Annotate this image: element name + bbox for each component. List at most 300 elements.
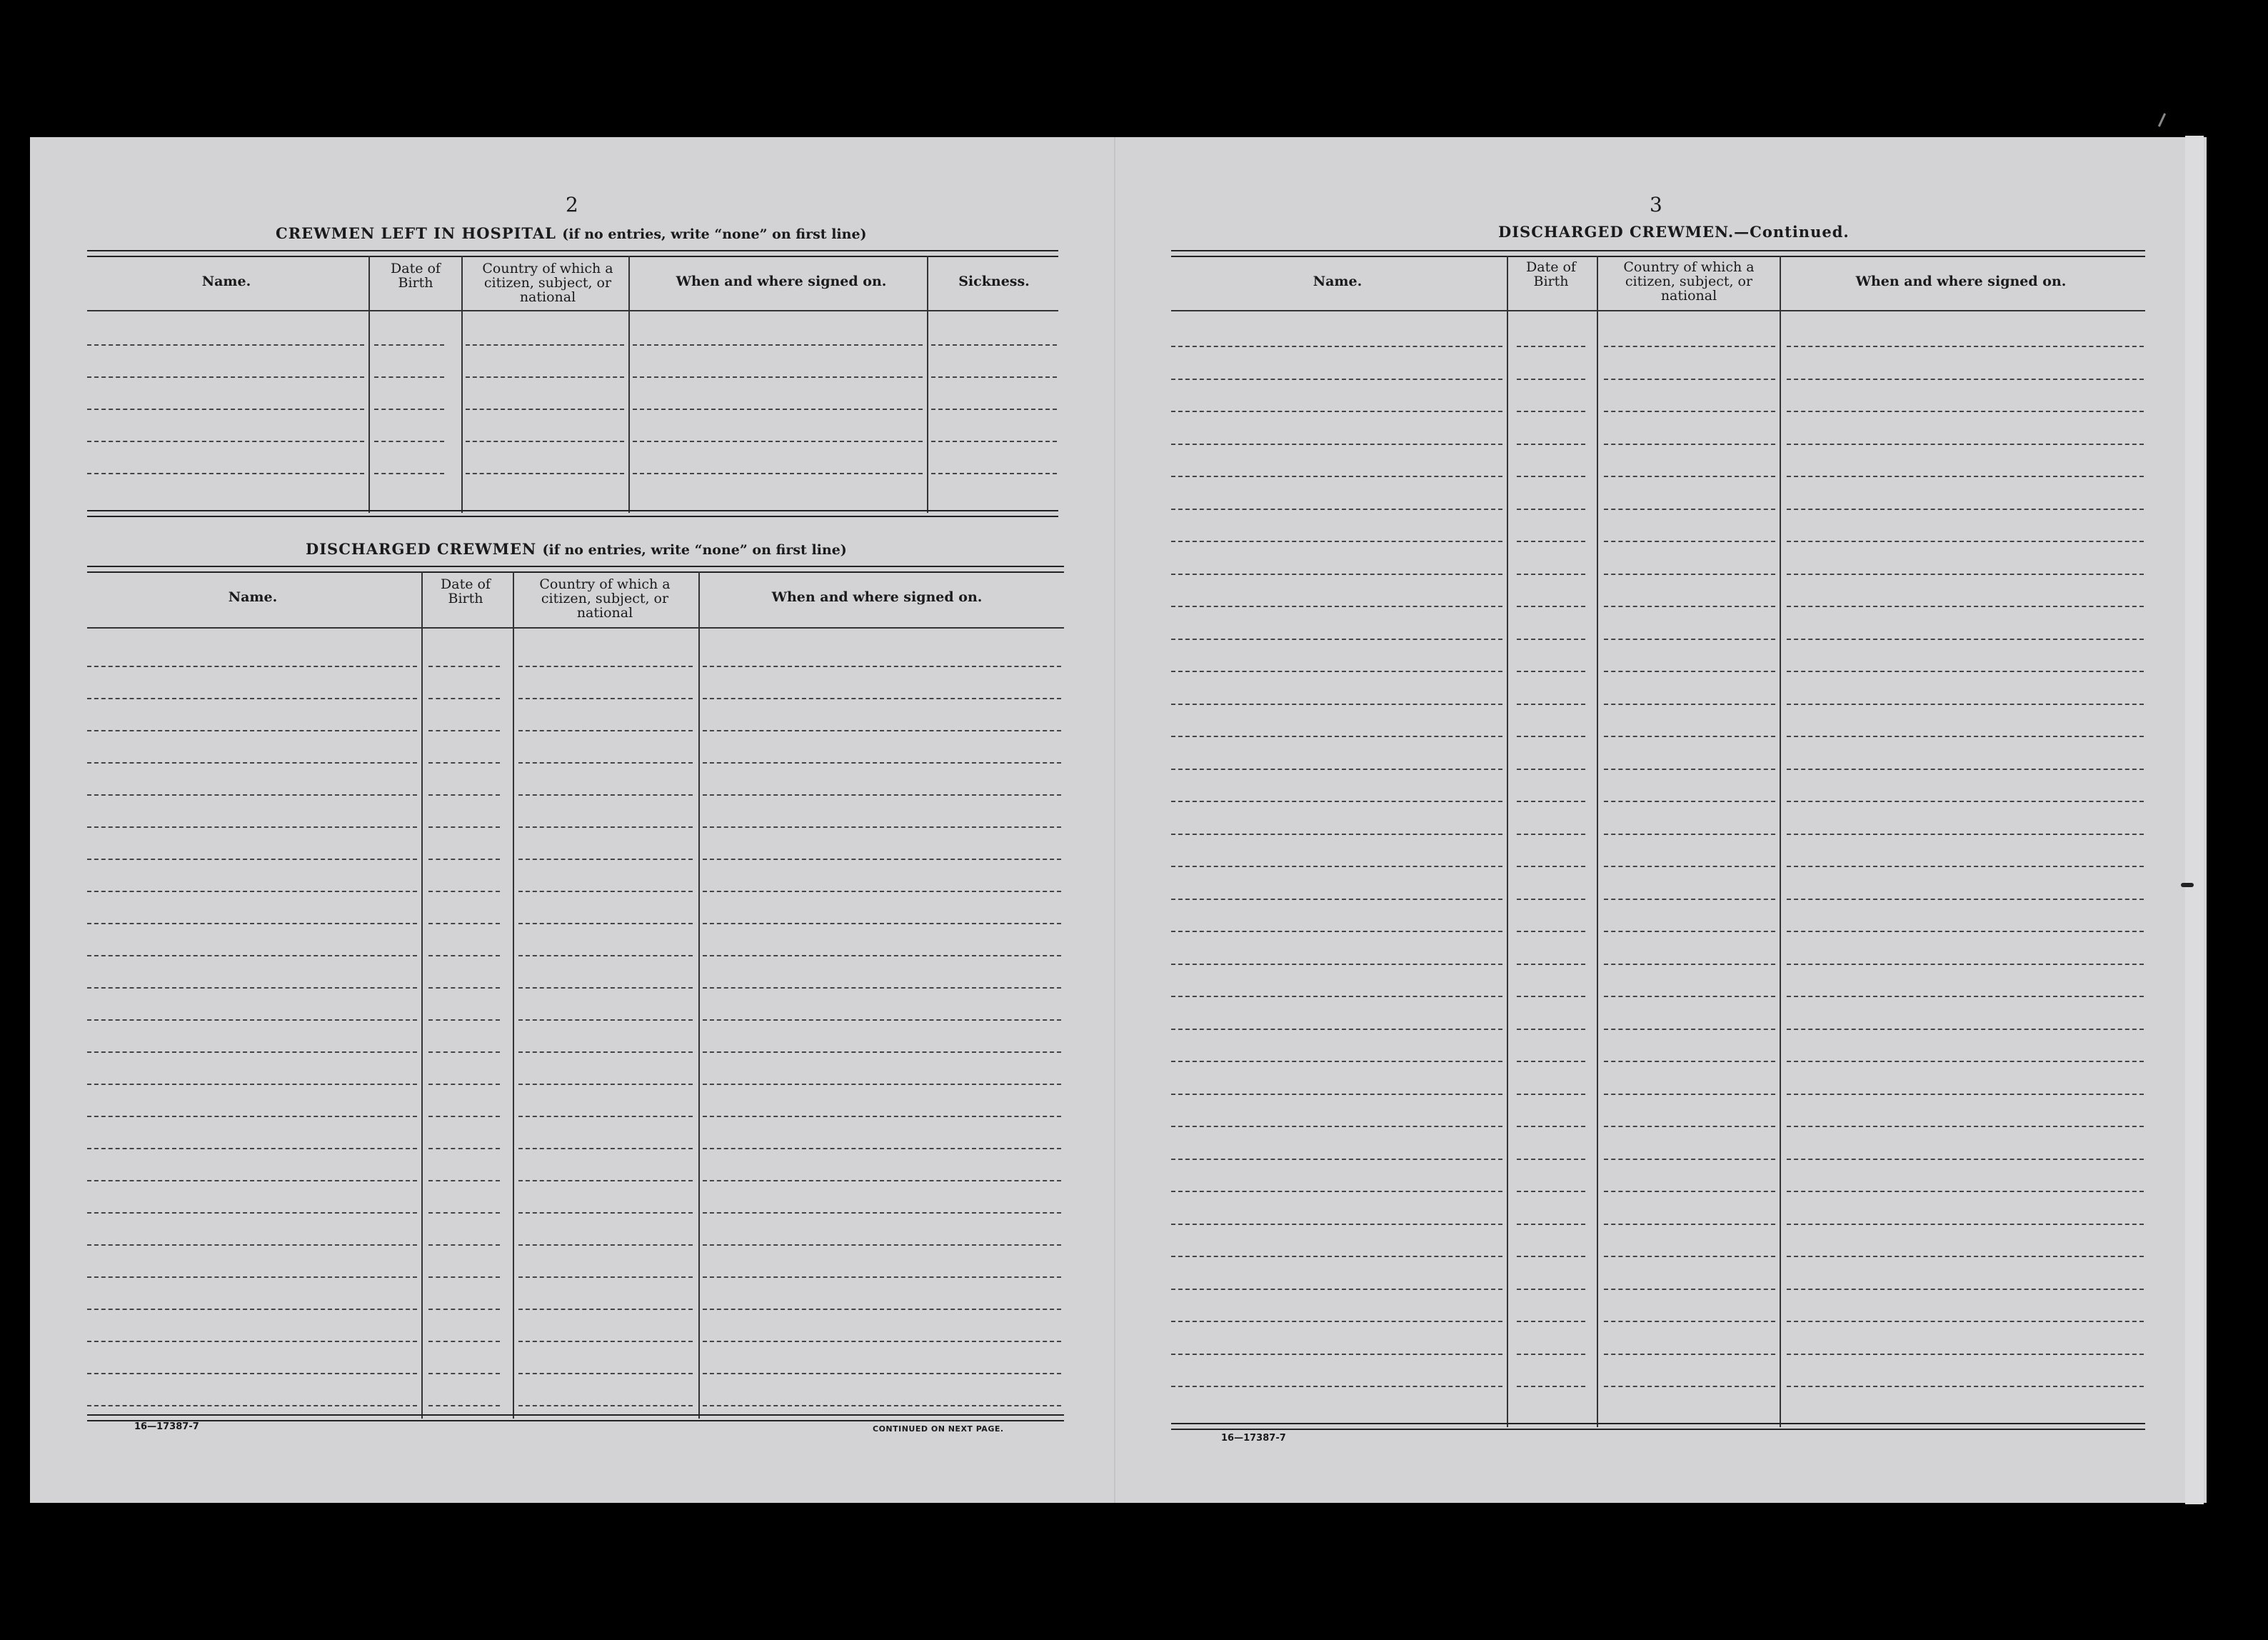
- ruled-line: [1517, 1321, 1585, 1322]
- ruled-line: [466, 409, 624, 410]
- ruled-line: [1787, 769, 2144, 770]
- ruled-line: [1517, 1126, 1585, 1127]
- ruled-line: [1604, 379, 1775, 380]
- header-rule: [87, 627, 1064, 629]
- ruled-line: [466, 441, 624, 442]
- ruled-line: [1604, 1094, 1775, 1095]
- ruled-line: [1171, 1191, 1502, 1192]
- ruled-line: [1604, 476, 1775, 477]
- ruled-line: [1604, 509, 1775, 510]
- ruled-line: [1517, 476, 1585, 477]
- ruled-line: [703, 1180, 1061, 1181]
- ruled-line: [1517, 411, 1585, 412]
- ruled-line: [633, 376, 923, 378]
- ruled-line: [703, 1116, 1061, 1117]
- ruled-line: [1604, 834, 1775, 835]
- col-dob-header: Date of Birth: [441, 576, 491, 606]
- ruled-line: [428, 1405, 500, 1406]
- column-divider: [927, 256, 928, 513]
- ruled-line: [87, 344, 364, 346]
- ruled-line: [1517, 931, 1585, 932]
- ruled-line: [1171, 1256, 1502, 1257]
- ruled-line: [1171, 1029, 1502, 1030]
- ruled-line: [87, 1373, 417, 1374]
- right-form-number: 16—17387-7: [1221, 1433, 1286, 1444]
- ruled-line: [87, 441, 364, 442]
- ruled-line: [518, 1373, 693, 1374]
- ruled-line: [1171, 801, 1502, 802]
- right-section-heading: DISCHARGED CREWMEN.—Continued.: [1498, 223, 1850, 241]
- ruled-line: [1604, 1029, 1775, 1030]
- ruled-line: [1171, 444, 1502, 445]
- ruled-line: [633, 344, 923, 346]
- ruled-line: [931, 473, 1057, 474]
- ruled-line: [1517, 541, 1585, 542]
- ruled-line: [703, 1084, 1061, 1085]
- ruled-line: [1787, 541, 2144, 542]
- ruled-line: [1787, 444, 2144, 445]
- ruled-line: [466, 344, 624, 346]
- ruled-line: [1604, 1321, 1775, 1322]
- ruled-line: [1787, 1191, 2144, 1192]
- ruled-line: [374, 473, 444, 474]
- ruled-line: [633, 473, 923, 474]
- ruled-line: [428, 730, 500, 731]
- hospital-section-title: CREWMEN LEFT IN HOSPITAL: [276, 224, 556, 242]
- column-divider: [461, 256, 463, 513]
- column-divider: [513, 571, 514, 1419]
- ruled-line: [1171, 1094, 1502, 1095]
- ruled-line: [1787, 1386, 2144, 1387]
- discharged-section-title: DISCHARGED CREWMEN: [306, 540, 537, 558]
- column-divider: [1780, 256, 1781, 1427]
- ruled-line: [1517, 639, 1585, 640]
- ruled-line: [1787, 736, 2144, 737]
- column-divider: [1597, 256, 1598, 1427]
- ruled-line: [1787, 899, 2144, 900]
- ruled-line: [87, 794, 417, 796]
- ruled-line: [1604, 606, 1775, 607]
- ruled-line: [87, 955, 417, 956]
- ruled-line: [428, 1019, 500, 1021]
- ruled-line: [1171, 899, 1502, 900]
- ruled-line: [428, 1309, 500, 1310]
- ruled-line: [87, 826, 417, 828]
- ruled-line: [1604, 1159, 1775, 1160]
- ruled-line: [1171, 1224, 1502, 1225]
- column-divider: [368, 256, 370, 513]
- ruled-line: [1171, 346, 1502, 347]
- ruled-line: [1787, 1159, 2144, 1160]
- ruled-line: [428, 1084, 500, 1085]
- ruled-line: [1171, 1321, 1502, 1322]
- ruled-line: [931, 344, 1057, 346]
- hospital-table: [87, 250, 1058, 516]
- ruled-line: [87, 1180, 417, 1181]
- ruled-line: [374, 409, 444, 410]
- ruled-line: [87, 473, 364, 474]
- ruled-line: [518, 1309, 693, 1310]
- ruled-line: [1604, 411, 1775, 412]
- ruled-line: [1604, 1224, 1775, 1225]
- table-top-rule: [87, 566, 1064, 573]
- ruled-line: [518, 1341, 693, 1342]
- ruled-line: [1787, 1289, 2144, 1290]
- ruled-line: [518, 1405, 693, 1406]
- ruled-line: [703, 955, 1061, 956]
- ruled-line: [703, 794, 1061, 796]
- ruled-line: [518, 794, 693, 796]
- ruled-line: [1517, 1029, 1585, 1030]
- col-dob-header: Date of Birth: [391, 261, 441, 291]
- ruled-line: [1604, 736, 1775, 737]
- ruled-line: [1517, 834, 1585, 835]
- ruled-line: [1604, 541, 1775, 542]
- ruled-line: [1604, 671, 1775, 672]
- ruled-line: [703, 1373, 1061, 1374]
- ruled-line: [518, 923, 693, 924]
- ruled-line: [931, 376, 1057, 378]
- ruled-line: [428, 1341, 500, 1342]
- ruled-line: [1787, 1256, 2144, 1257]
- ruled-line: [1517, 671, 1585, 672]
- ruled-line: [703, 1051, 1061, 1053]
- ruled-line: [1171, 1061, 1502, 1062]
- ruled-line: [1787, 639, 2144, 640]
- ruled-line: [1517, 964, 1585, 965]
- ruled-line: [428, 1051, 500, 1053]
- ruled-line: [1517, 1386, 1585, 1387]
- ruled-line: [1604, 1354, 1775, 1355]
- ruled-line: [1604, 931, 1775, 932]
- ruled-line: [87, 891, 417, 892]
- ruled-line: [1787, 964, 2144, 965]
- ruled-line: [374, 344, 444, 346]
- ruled-line: [1604, 639, 1775, 640]
- ruled-line: [87, 1116, 417, 1117]
- left-form-number: 16—17387-7: [134, 1421, 199, 1432]
- col-name-header: Name.: [228, 589, 278, 605]
- ruled-line: [87, 376, 364, 378]
- ruled-line: [1171, 769, 1502, 770]
- ruled-line: [428, 1116, 500, 1117]
- ruled-line: [1171, 476, 1502, 477]
- ruled-line: [87, 1341, 417, 1342]
- ruled-line: [87, 730, 417, 731]
- ruled-line: [428, 698, 500, 699]
- ruled-line: [518, 1019, 693, 1021]
- hospital-section-heading: [276, 224, 867, 242]
- column-divider: [698, 571, 700, 1419]
- ruled-line: [703, 730, 1061, 731]
- ruled-line: [1517, 704, 1585, 705]
- column-divider: [421, 571, 423, 1419]
- ruled-line: [1517, 379, 1585, 380]
- ruled-line: [931, 409, 1057, 410]
- ruled-line: [1787, 834, 2144, 835]
- discharged-continued-table: [1171, 250, 2145, 1430]
- ruled-line: [703, 1309, 1061, 1310]
- ruled-line: [1171, 606, 1502, 607]
- ruled-line: [1787, 1094, 2144, 1095]
- column-divider: [628, 256, 630, 513]
- ruled-line: [1604, 704, 1775, 705]
- ruled-line: [1604, 899, 1775, 900]
- ruled-line: [1604, 346, 1775, 347]
- ruled-line: [428, 1373, 500, 1374]
- ruled-line: [87, 987, 417, 989]
- header-rule: [87, 310, 1058, 311]
- ruled-line: [518, 1148, 693, 1149]
- ruled-line: [633, 409, 923, 410]
- ruled-line: [1604, 1289, 1775, 1290]
- ruled-line: [428, 859, 500, 860]
- ruled-line: [1171, 509, 1502, 510]
- ruled-line: [518, 762, 693, 764]
- ruled-line: [518, 1244, 693, 1246]
- ruled-line: [466, 376, 624, 378]
- column-divider: [1507, 256, 1508, 1427]
- ruled-line: [1171, 704, 1502, 705]
- col-country-header: Country of which a citizen, subject, or national: [482, 261, 613, 305]
- ruled-line: [1171, 411, 1502, 412]
- ruled-line: [1787, 704, 2144, 705]
- sheet-edge: [2185, 136, 2204, 1504]
- ruled-line: [703, 826, 1061, 828]
- ruled-line: [1604, 1191, 1775, 1192]
- page-fold: [1114, 137, 1115, 1503]
- col-signed-header: When and where signed on.: [676, 274, 887, 289]
- ruled-line: [703, 1212, 1061, 1214]
- ruled-line: [87, 859, 417, 860]
- ruled-line: [1517, 736, 1585, 737]
- right-page-number: 3: [1650, 193, 1662, 216]
- ruled-line: [1604, 574, 1775, 575]
- ruled-line: [1171, 1386, 1502, 1387]
- scratch-mark: [2158, 113, 2166, 126]
- ruled-line: [1787, 671, 2144, 672]
- ruled-line: [1787, 866, 2144, 867]
- ruled-line: [87, 666, 417, 667]
- ruled-line: [703, 923, 1061, 924]
- ruled-line: [1787, 1224, 2144, 1225]
- ruled-line: [87, 1405, 417, 1406]
- ruled-line: [703, 698, 1061, 699]
- ruled-line: [1604, 1256, 1775, 1257]
- ruled-line: [1171, 1159, 1502, 1160]
- ruled-line: [1517, 346, 1585, 347]
- page-marker: [2181, 883, 2194, 887]
- ruled-line: [1517, 606, 1585, 607]
- table-top-rule: [1171, 250, 2145, 257]
- ruled-line: [1604, 964, 1775, 965]
- col-name-header: Name.: [1313, 274, 1363, 289]
- ruled-line: [428, 826, 500, 828]
- col-dob-header: Date of Birth: [1526, 259, 1576, 289]
- ruled-line: [518, 1276, 693, 1278]
- col-country-header: Country of which a citizen, subject, or national: [539, 576, 671, 621]
- ruled-line: [1517, 1061, 1585, 1062]
- ruled-line: [1517, 801, 1585, 802]
- ruled-line: [518, 1180, 693, 1181]
- ruled-line: [518, 1116, 693, 1117]
- ruled-line: [1604, 1061, 1775, 1062]
- ruled-line: [1517, 509, 1585, 510]
- ruled-line: [703, 987, 1061, 989]
- ruled-line: [1604, 1126, 1775, 1127]
- ruled-line: [1517, 899, 1585, 900]
- ruled-line: [87, 698, 417, 699]
- ruled-line: [428, 666, 500, 667]
- ruled-line: [1604, 769, 1775, 770]
- ruled-line: [518, 730, 693, 731]
- ruled-line: [518, 1051, 693, 1053]
- ruled-line: [703, 762, 1061, 764]
- ruled-line: [703, 1405, 1061, 1406]
- ruled-line: [1787, 346, 2144, 347]
- ruled-line: [1171, 736, 1502, 737]
- ruled-line: [428, 1276, 500, 1278]
- ruled-line: [1604, 996, 1775, 997]
- ruled-line: [703, 891, 1061, 892]
- col-signed-header: When and where signed on.: [771, 589, 983, 605]
- table-bottom-rule: [87, 510, 1058, 517]
- ruled-line: [1787, 379, 2144, 380]
- ruled-line: [1517, 1159, 1585, 1160]
- ruled-line: [428, 891, 500, 892]
- ruled-line: [703, 1148, 1061, 1149]
- ruled-line: [374, 441, 444, 442]
- ruled-line: [1171, 834, 1502, 835]
- ruled-line: [374, 376, 444, 378]
- ruled-line: [703, 1244, 1061, 1246]
- ruled-line: [1787, 801, 2144, 802]
- ruled-line: [87, 1309, 417, 1310]
- ruled-line: [428, 1148, 500, 1149]
- ruled-line: [703, 1019, 1061, 1021]
- col-sickness-header: Sickness.: [958, 274, 1030, 289]
- ruled-line: [428, 1244, 500, 1246]
- ruled-line: [1171, 931, 1502, 932]
- ruled-line: [518, 826, 693, 828]
- ruled-line: [1171, 574, 1502, 575]
- ruled-line: [1787, 411, 2144, 412]
- col-signed-header: When and where signed on.: [1855, 274, 2067, 289]
- ruled-line: [1787, 476, 2144, 477]
- ruled-line: [518, 955, 693, 956]
- ruled-line: [518, 859, 693, 860]
- ruled-line: [87, 1148, 417, 1149]
- ruled-line: [633, 441, 923, 442]
- ruled-line: [1787, 1029, 2144, 1030]
- ruled-line: [1517, 574, 1585, 575]
- col-name-header: Name.: [201, 274, 251, 289]
- ruled-line: [1787, 996, 2144, 997]
- ruled-line: [428, 794, 500, 796]
- ruled-line: [931, 441, 1057, 442]
- ruled-line: [1604, 444, 1775, 445]
- ruled-line: [1787, 1126, 2144, 1127]
- table-bottom-rule: [87, 1414, 1064, 1421]
- ruled-line: [1787, 509, 2144, 510]
- table-top-rule: [87, 250, 1058, 257]
- ruled-line: [87, 1276, 417, 1278]
- ruled-line: [1517, 1289, 1585, 1290]
- ruled-line: [1787, 574, 2144, 575]
- ruled-line: [1517, 996, 1585, 997]
- ruled-line: [1171, 1289, 1502, 1290]
- ruled-line: [518, 698, 693, 699]
- discharged-section-heading: [306, 540, 847, 558]
- ruled-line: [518, 666, 693, 667]
- ruled-line: [518, 891, 693, 892]
- header-rule: [1171, 310, 2145, 311]
- ruled-line: [1171, 671, 1502, 672]
- ruled-line: [428, 923, 500, 924]
- table-bottom-rule: [1171, 1423, 2145, 1430]
- ruled-line: [466, 473, 624, 474]
- ruled-line: [1171, 1354, 1502, 1355]
- ruled-line: [518, 987, 693, 989]
- hospital-section-note: (if no entries, write “none” on first line): [562, 226, 867, 242]
- continued-note: CONTINUED ON NEXT PAGE.: [873, 1424, 1004, 1434]
- ruled-line: [518, 1084, 693, 1085]
- ruled-line: [1171, 541, 1502, 542]
- ruled-line: [428, 1212, 500, 1214]
- col-country-header: Country of which a citizen, subject, or national: [1623, 259, 1755, 304]
- ruled-line: [1787, 931, 2144, 932]
- ruled-line: [87, 1019, 417, 1021]
- ruled-line: [87, 1051, 417, 1053]
- ruled-line: [1171, 866, 1502, 867]
- ruled-line: [518, 1212, 693, 1214]
- left-page-number: 2: [566, 193, 578, 216]
- ruled-line: [1517, 769, 1585, 770]
- ruled-line: [1787, 606, 2144, 607]
- ruled-line: [87, 1212, 417, 1214]
- ruled-line: [1171, 1126, 1502, 1127]
- ruled-line: [1517, 1094, 1585, 1095]
- ruled-line: [428, 762, 500, 764]
- ruled-line: [1604, 801, 1775, 802]
- ruled-line: [1517, 1354, 1585, 1355]
- ruled-line: [1787, 1321, 2144, 1322]
- ruled-line: [87, 923, 417, 924]
- ruled-line: [87, 1244, 417, 1246]
- ruled-line: [1171, 964, 1502, 965]
- ruled-line: [87, 409, 364, 410]
- ruled-line: [1171, 996, 1502, 997]
- ruled-line: [1171, 379, 1502, 380]
- ruled-line: [428, 987, 500, 989]
- ruled-line: [1787, 1354, 2144, 1355]
- ruled-line: [428, 955, 500, 956]
- ruled-line: [1517, 1191, 1585, 1192]
- ruled-line: [1171, 639, 1502, 640]
- ruled-line: [1604, 1386, 1775, 1387]
- ruled-line: [1517, 1256, 1585, 1257]
- discharged-section-note: (if no entries, write “none” on first line): [542, 542, 847, 558]
- ruled-line: [1787, 1061, 2144, 1062]
- ruled-line: [428, 1180, 500, 1181]
- ruled-line: [1517, 866, 1585, 867]
- ruled-line: [703, 1341, 1061, 1342]
- ruled-line: [87, 762, 417, 764]
- ruled-line: [703, 1276, 1061, 1278]
- discharged-table: [87, 566, 1064, 1421]
- ruled-line: [1517, 444, 1585, 445]
- ruled-line: [1604, 866, 1775, 867]
